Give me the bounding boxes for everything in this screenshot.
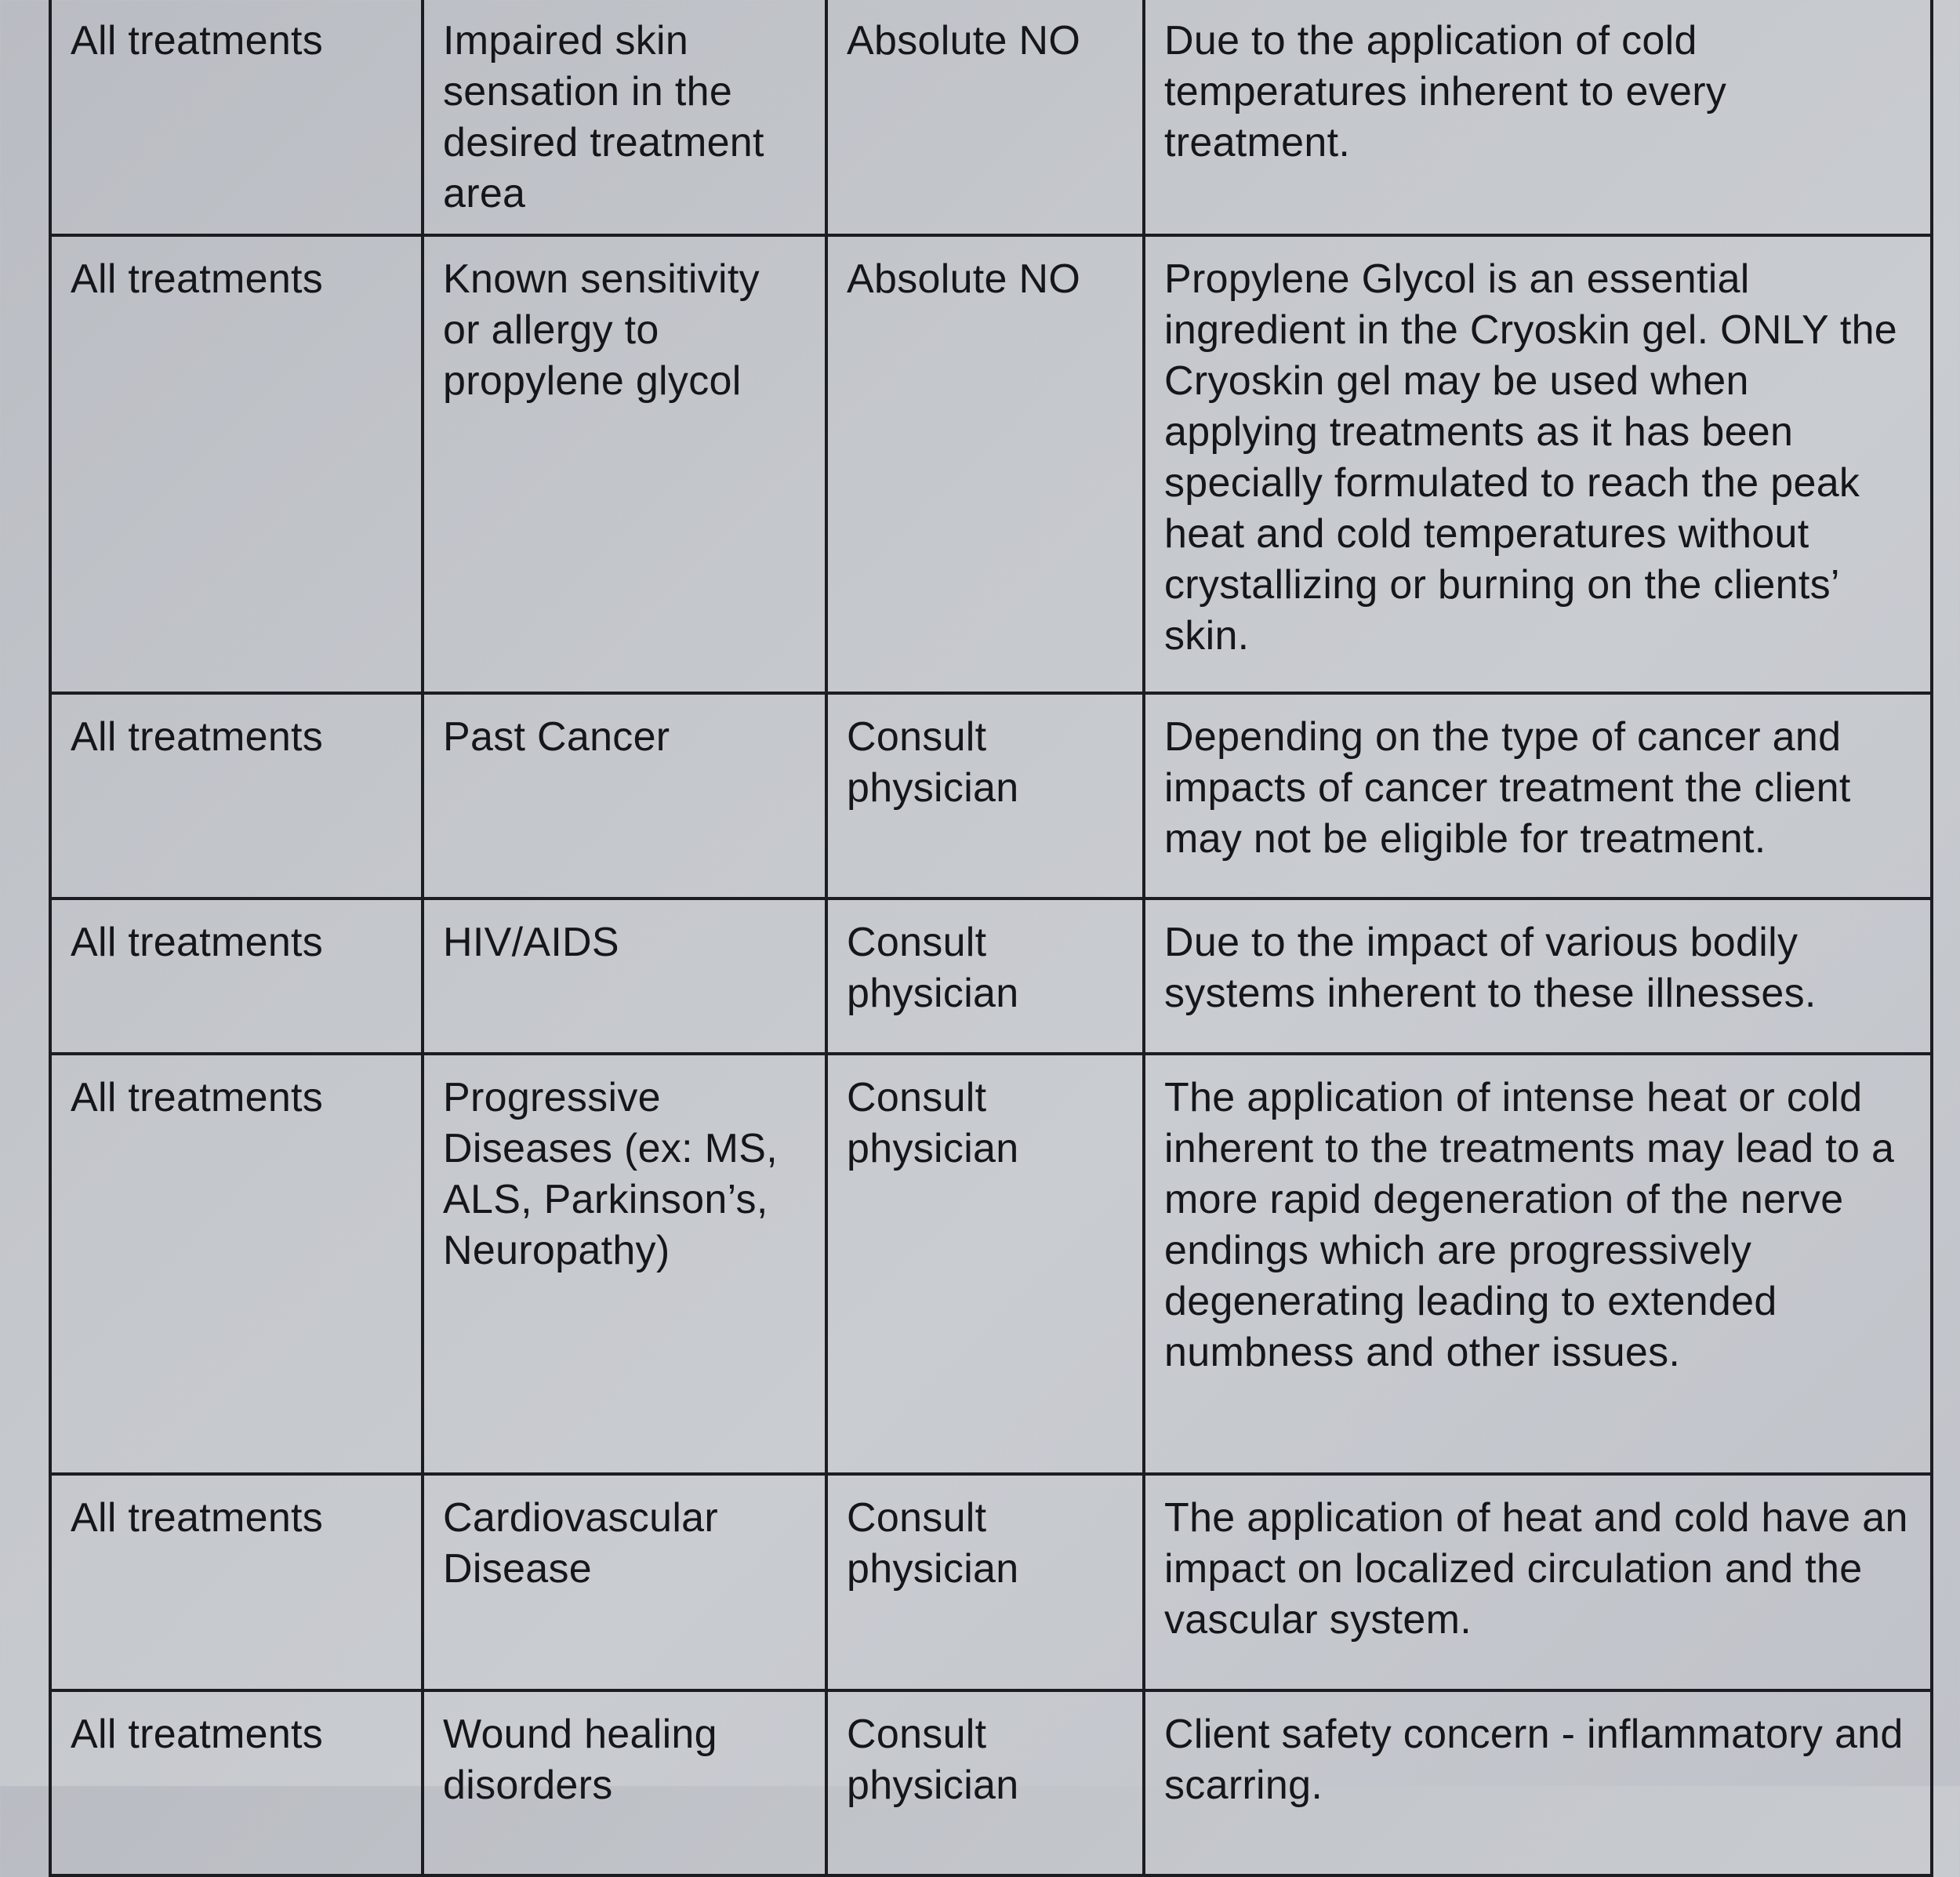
contraindications-table [49,0,1933,1877]
treatment-cell: All treatments [50,693,423,899]
verdict-cell: Consult physician [826,1474,1144,1690]
treatment-cell: All treatments [50,0,423,235]
verdict-cell: Absolute NO [826,0,1144,235]
condition-cell: Impaired skin sensation in the desired treatment area [423,0,826,235]
verdict-cell: Consult physician [826,1054,1144,1474]
condition-cell: Cardiovascular Disease [423,1474,826,1690]
reason-cell: Client safety concern - inflammatory and scarring. [1144,1690,1932,1875]
reason-cell: The application of intense heat or cold inherent to the treatments may lead to a more rapid degeneration of the nerve endings which are progressively degenerating leading to extended numbness and other issues. [1144,1054,1932,1474]
condition-cell: Known sensitivity or allergy to propylene glycol [423,235,826,693]
verdict-cell: Consult physician [826,693,1144,899]
condition-cell: Progressive Diseases (ex: MS, ALS, Parkinson’s, Neuropathy) [423,1054,826,1474]
treatment-cell: All treatments [50,1054,423,1474]
treatment-cell: All treatments [50,235,423,693]
condition-cell: HIV/AIDS [423,899,826,1054]
table-row [50,235,1932,693]
reason-cell: Due to the impact of various bodily systems inherent to these illnesses. [1144,899,1932,1054]
table-row [50,0,1932,235]
verdict-cell: Absolute NO [826,235,1144,693]
treatment-cell: All treatments [50,1690,423,1875]
verdict-cell: Consult physician [826,1690,1144,1875]
table-row [50,1474,1932,1690]
treatment-cell: All treatments [50,899,423,1054]
reason-cell: The application of heat and cold have an impact on localized circulation and the vascular system. [1144,1474,1932,1690]
table-row [50,899,1932,1054]
verdict-cell: Consult physician [826,899,1144,1054]
reason-cell: Due to the application of cold temperatures inherent to every treatment. [1144,0,1932,235]
reason-cell: Depending on the type of cancer and impacts of cancer treatment the client may not be eligible for treatment. [1144,693,1932,899]
reason-cell: Propylene Glycol is an essential ingredient in the Cryoskin gel. ONLY the Cryoskin gel may be used when applying treatments as it has been specially formulated to reach the peak heat and cold temperatures without crystallizing or burning on the clients’ skin. [1144,235,1932,693]
table-row [50,1690,1932,1875]
condition-cell: Wound healing disorders [423,1690,826,1875]
table-row [50,1054,1932,1474]
treatment-cell: All treatments [50,1474,423,1690]
table-row [50,693,1932,899]
condition-cell: Past Cancer [423,693,826,899]
